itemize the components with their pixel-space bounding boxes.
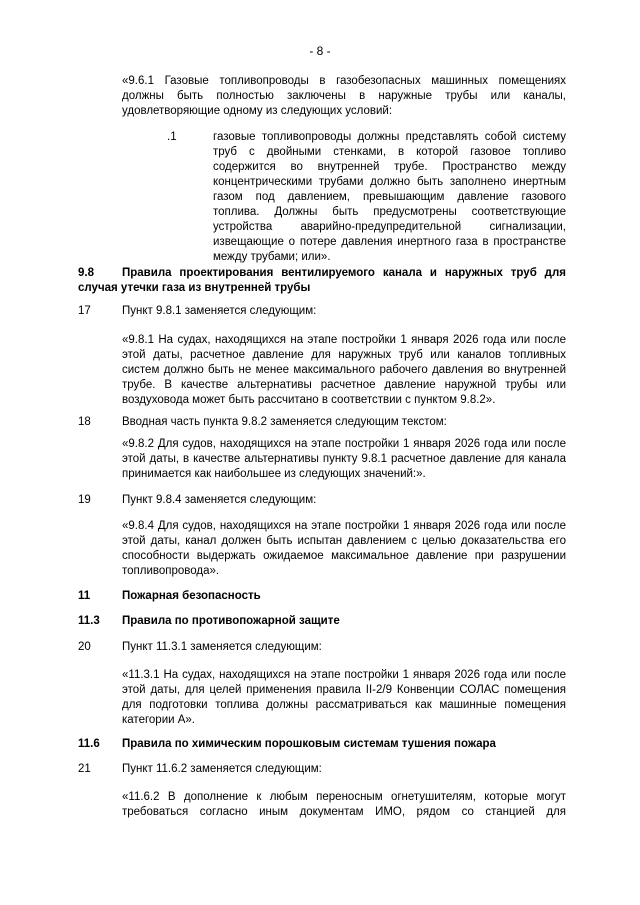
section-number: 11.3 — [78, 615, 100, 627]
item-number: 21 — [78, 763, 91, 775]
subitem-number: .1 — [167, 131, 177, 143]
section-title: Пожарная безопасность — [122, 590, 261, 602]
quoted-paragraph-9-8-4: «9.8.4 Для судов, находящихся на этапе постройки 1 января 2026 года или после этой даты, канал должен быть испытан давлением с целью доказательства его способности выдержать ожидаемое максимальное давление при разрушении топливопровода». — [122, 520, 566, 577]
section-number: 11.6 — [78, 738, 100, 750]
section-number: 9.8 — [78, 267, 94, 279]
paragraph-9-6-1: «9.6.1 Газовые топливопроводы в газобезопасных машинных помещениях должны быть полностью заключены в наружные трубы или каналы, удовлетворяющие одному из следующих условий: — [122, 75, 566, 117]
item-number: 20 — [78, 641, 91, 653]
item-number: 18 — [78, 416, 91, 428]
item-intro: Вводная часть пункта 9.8.2 заменяется следующим текстом: — [122, 416, 447, 428]
subitem-text: газовые топливопроводы должны представлять собой систему труб с двойными стенками, в которой газовое топливо содержится во внутренней трубе. Пространство между концентрическими трубами должно быть заполнено инертным газом под давлением, превышающим давление газового топлива. Должны быть предусмотрены соответствующие устройства аварийно-предупредительной сигнализации, извещающие о потере давления инертного газа в пространстве между трубами; или». — [213, 131, 566, 263]
quoted-paragraph-11-3-1: «11.3.1 На судах, находящихся на этапе постройки 1 января 2026 года или после этой даты, для целей применения правила II-2/9 Конвенции СОЛАС помещения для подготовки топлива должны рассматриваться как машинные помещения категории А». — [122, 669, 566, 726]
quoted-paragraph-9-8-2: «9.8.2 Для судов, находящихся на этапе постройки 1 января 2026 года или после этой даты, в качестве альтернативы пункту 9.8.1 расчетное давление для канала принимается как наибольшее из следующих значений:». — [122, 438, 566, 480]
item-intro: Пункт 9.8.1 заменяется следующим: — [122, 305, 317, 317]
quoted-paragraph-9-8-1: «9.8.1 На судах, находящихся на этапе постройки 1 января 2026 года или после этой даты, расчетное давление для наружных труб или каналов топливных систем должно быть не менее максимального рабочего давления во внутренней трубе. В качестве альтернативы расчетное давление наружной трубы или воздуховода может быть рассчитано в соответствии с пунктом 9.8.2». — [122, 334, 566, 406]
section-title: Правила проектирования вентилируемого канала и наружных труб для случая утечки газа из внутренней трубы — [78, 267, 566, 294]
item-number: 19 — [78, 494, 91, 506]
item-intro: Пункт 11.3.1 заменяется следующим: — [122, 641, 322, 653]
item-intro: Пункт 11.6.2 заменяется следующим: — [122, 763, 322, 775]
item-intro: Пункт 9.8.4 заменяется следующим: — [122, 494, 317, 506]
quoted-paragraph-11-6-2: «11.6.2 В дополнение к любым переносным огнетушителям, которые могут требоваться согласно иным документам ИМО, рядом со станцией для — [122, 791, 566, 818]
page-number: - 8 - — [309, 44, 331, 58]
item-number: 17 — [78, 305, 91, 317]
section-title: Правила по химическим порошковым системам тушения пожара — [122, 738, 496, 750]
section-number: 11 — [78, 590, 91, 602]
section-title: Правила по противопожарной защите — [122, 615, 340, 627]
